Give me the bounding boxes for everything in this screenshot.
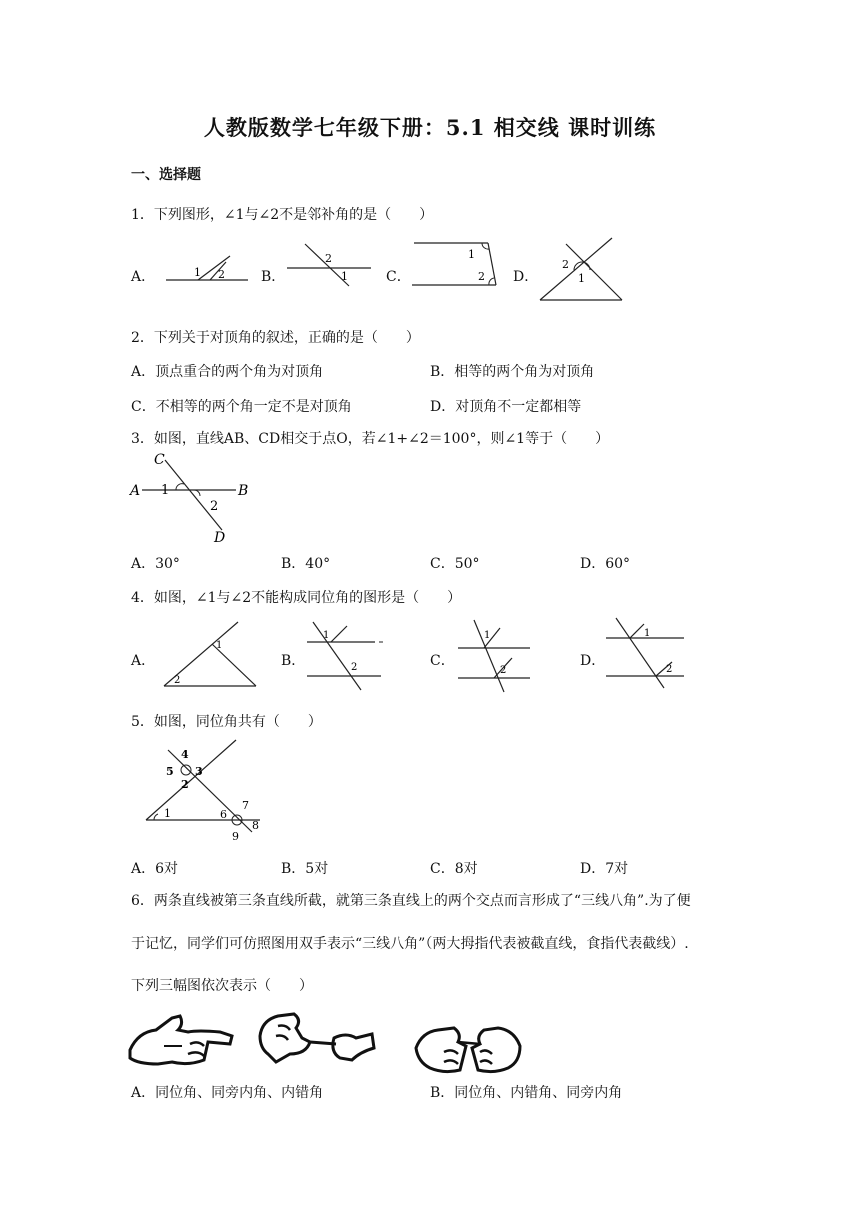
q5-option-c[interactable]: C．8对 [430, 861, 478, 877]
q5-angle-3: 3 [195, 765, 203, 778]
q4b-angle-2: 2 [351, 662, 358, 673]
q4-option-a[interactable]: A． [131, 653, 156, 669]
q5-angle-9: 9 [232, 830, 239, 843]
q3-label-d: D [214, 530, 226, 546]
q1b-angle-1: 1 [341, 270, 348, 283]
q3-option-b[interactable]: B．40° [281, 556, 331, 572]
q1a-angle-1: 1 [194, 266, 201, 279]
page-title: 人教版数学七年级下册：5.1 相交线 课时训练 [203, 115, 657, 140]
q6-option-b[interactable]: B．同位角、内错角、同旁内角 [430, 1085, 623, 1101]
q4-option-b[interactable]: B． [281, 653, 306, 669]
question-4-stem: 4．如图，∠1与∠2不能构成同位角的图形是（ ） [131, 590, 462, 606]
q6-hands-figure-2 [256, 1008, 378, 1066]
q3-angle-2: 2 [210, 499, 219, 514]
q3-option-a[interactable]: A．30° [131, 556, 180, 572]
q5-angle-8: 8 [252, 819, 259, 832]
q4c-angle-2: 2 [500, 665, 507, 676]
q3-figure [128, 450, 263, 545]
q3-option-c[interactable]: C．50° [430, 556, 480, 572]
q4d-angle-2: 2 [666, 664, 673, 675]
q4-option-c[interactable]: C． [430, 653, 455, 669]
q1d-angle-1: 1 [578, 272, 585, 285]
q4-option-d[interactable]: D． [580, 653, 606, 669]
q6-hands-figure-3 [414, 1018, 524, 1076]
q6-option-a[interactable]: A．同位角、同旁内角、内错角 [131, 1085, 324, 1101]
question-6-stem-line3: 下列三幅图依次表示（ ） [131, 978, 313, 994]
q3-option-d[interactable]: D．60° [580, 556, 631, 572]
q2-option-c[interactable]: C．不相等的两个角一定不是对顶角 [131, 399, 352, 415]
q1-option-d[interactable]: D． [513, 269, 539, 285]
q5-angle-2: 2 [181, 778, 189, 791]
q6-hands-figure-1 [128, 1010, 240, 1068]
q3-label-b: B [238, 483, 249, 499]
q3-angle-1: 1 [161, 483, 170, 498]
q3-label-c: C [154, 452, 165, 468]
q1c-angle-1: 1 [468, 248, 475, 261]
question-3-stem: 3．如图，直线AB、CD相交于点O，若∠1+∠2＝100°，则∠1等于（ ） [131, 431, 610, 447]
question-1-stem: 1．下列图形，∠1与∠2不是邻补角的是（ ） [131, 207, 434, 223]
q2-option-b[interactable]: B．相等的两个角为对顶角 [430, 364, 595, 380]
q4a-angle-1: 1 [216, 640, 223, 651]
q1-figure-b [285, 242, 375, 288]
q1-figure-d [536, 236, 626, 304]
question-6-stem-line1: 6．两条直线被第三条直线所截，就第三条直线上的两个交点而言形成了“三线八角”.为了便 [131, 893, 691, 909]
q4-figure-a [160, 620, 262, 690]
q4c-angle-1: 1 [484, 630, 491, 641]
q4a-angle-2: 2 [174, 675, 181, 686]
q4-figure-c [454, 618, 536, 694]
q5-option-a[interactable]: A．6对 [131, 861, 179, 877]
q5-angle-7: 7 [242, 799, 249, 812]
q1-figure-c [408, 240, 500, 290]
q4d-angle-1: 1 [644, 628, 651, 639]
question-5-stem: 5．如图，同位角共有（ ） [131, 714, 322, 730]
q1d-angle-2: 2 [562, 258, 569, 271]
q3-label-a: A [130, 483, 141, 499]
question-6-stem-line2: 于记忆，同学们可仿照图用双手表示“三线八角”（两大拇指代表被截直线，食指代表截线）. [131, 936, 689, 952]
q1b-angle-2: 2 [325, 252, 332, 265]
q1-figure-a [160, 252, 250, 286]
q2-option-a[interactable]: A．顶点重合的两个角为对顶角 [131, 364, 324, 380]
q5-angle-4: 4 [181, 748, 189, 761]
section-heading: 一、选择题 [131, 167, 201, 183]
q1-option-a[interactable]: A． [131, 269, 156, 285]
q5-angle-5: 5 [166, 765, 174, 778]
q5-option-b[interactable]: B．5对 [281, 861, 329, 877]
q4-figure-b [303, 620, 385, 692]
q1-option-b[interactable]: B． [261, 269, 286, 285]
q2-option-d[interactable]: D．对顶角不一定都相等 [430, 399, 582, 415]
q5-angle-1: 1 [164, 807, 171, 820]
q5-figure [140, 736, 270, 846]
q1c-angle-2: 2 [478, 270, 485, 283]
q1-option-c[interactable]: C． [386, 269, 411, 285]
q1a-angle-2: 2 [218, 268, 225, 281]
q4-figure-d [602, 616, 688, 692]
q5-angle-6: 6 [220, 808, 227, 821]
q5-option-d[interactable]: D．7对 [580, 861, 629, 877]
question-2-stem: 2．下列关于对顶角的叙述，正确的是（ ） [131, 330, 420, 346]
q4b-angle-1: 1 [323, 630, 330, 641]
